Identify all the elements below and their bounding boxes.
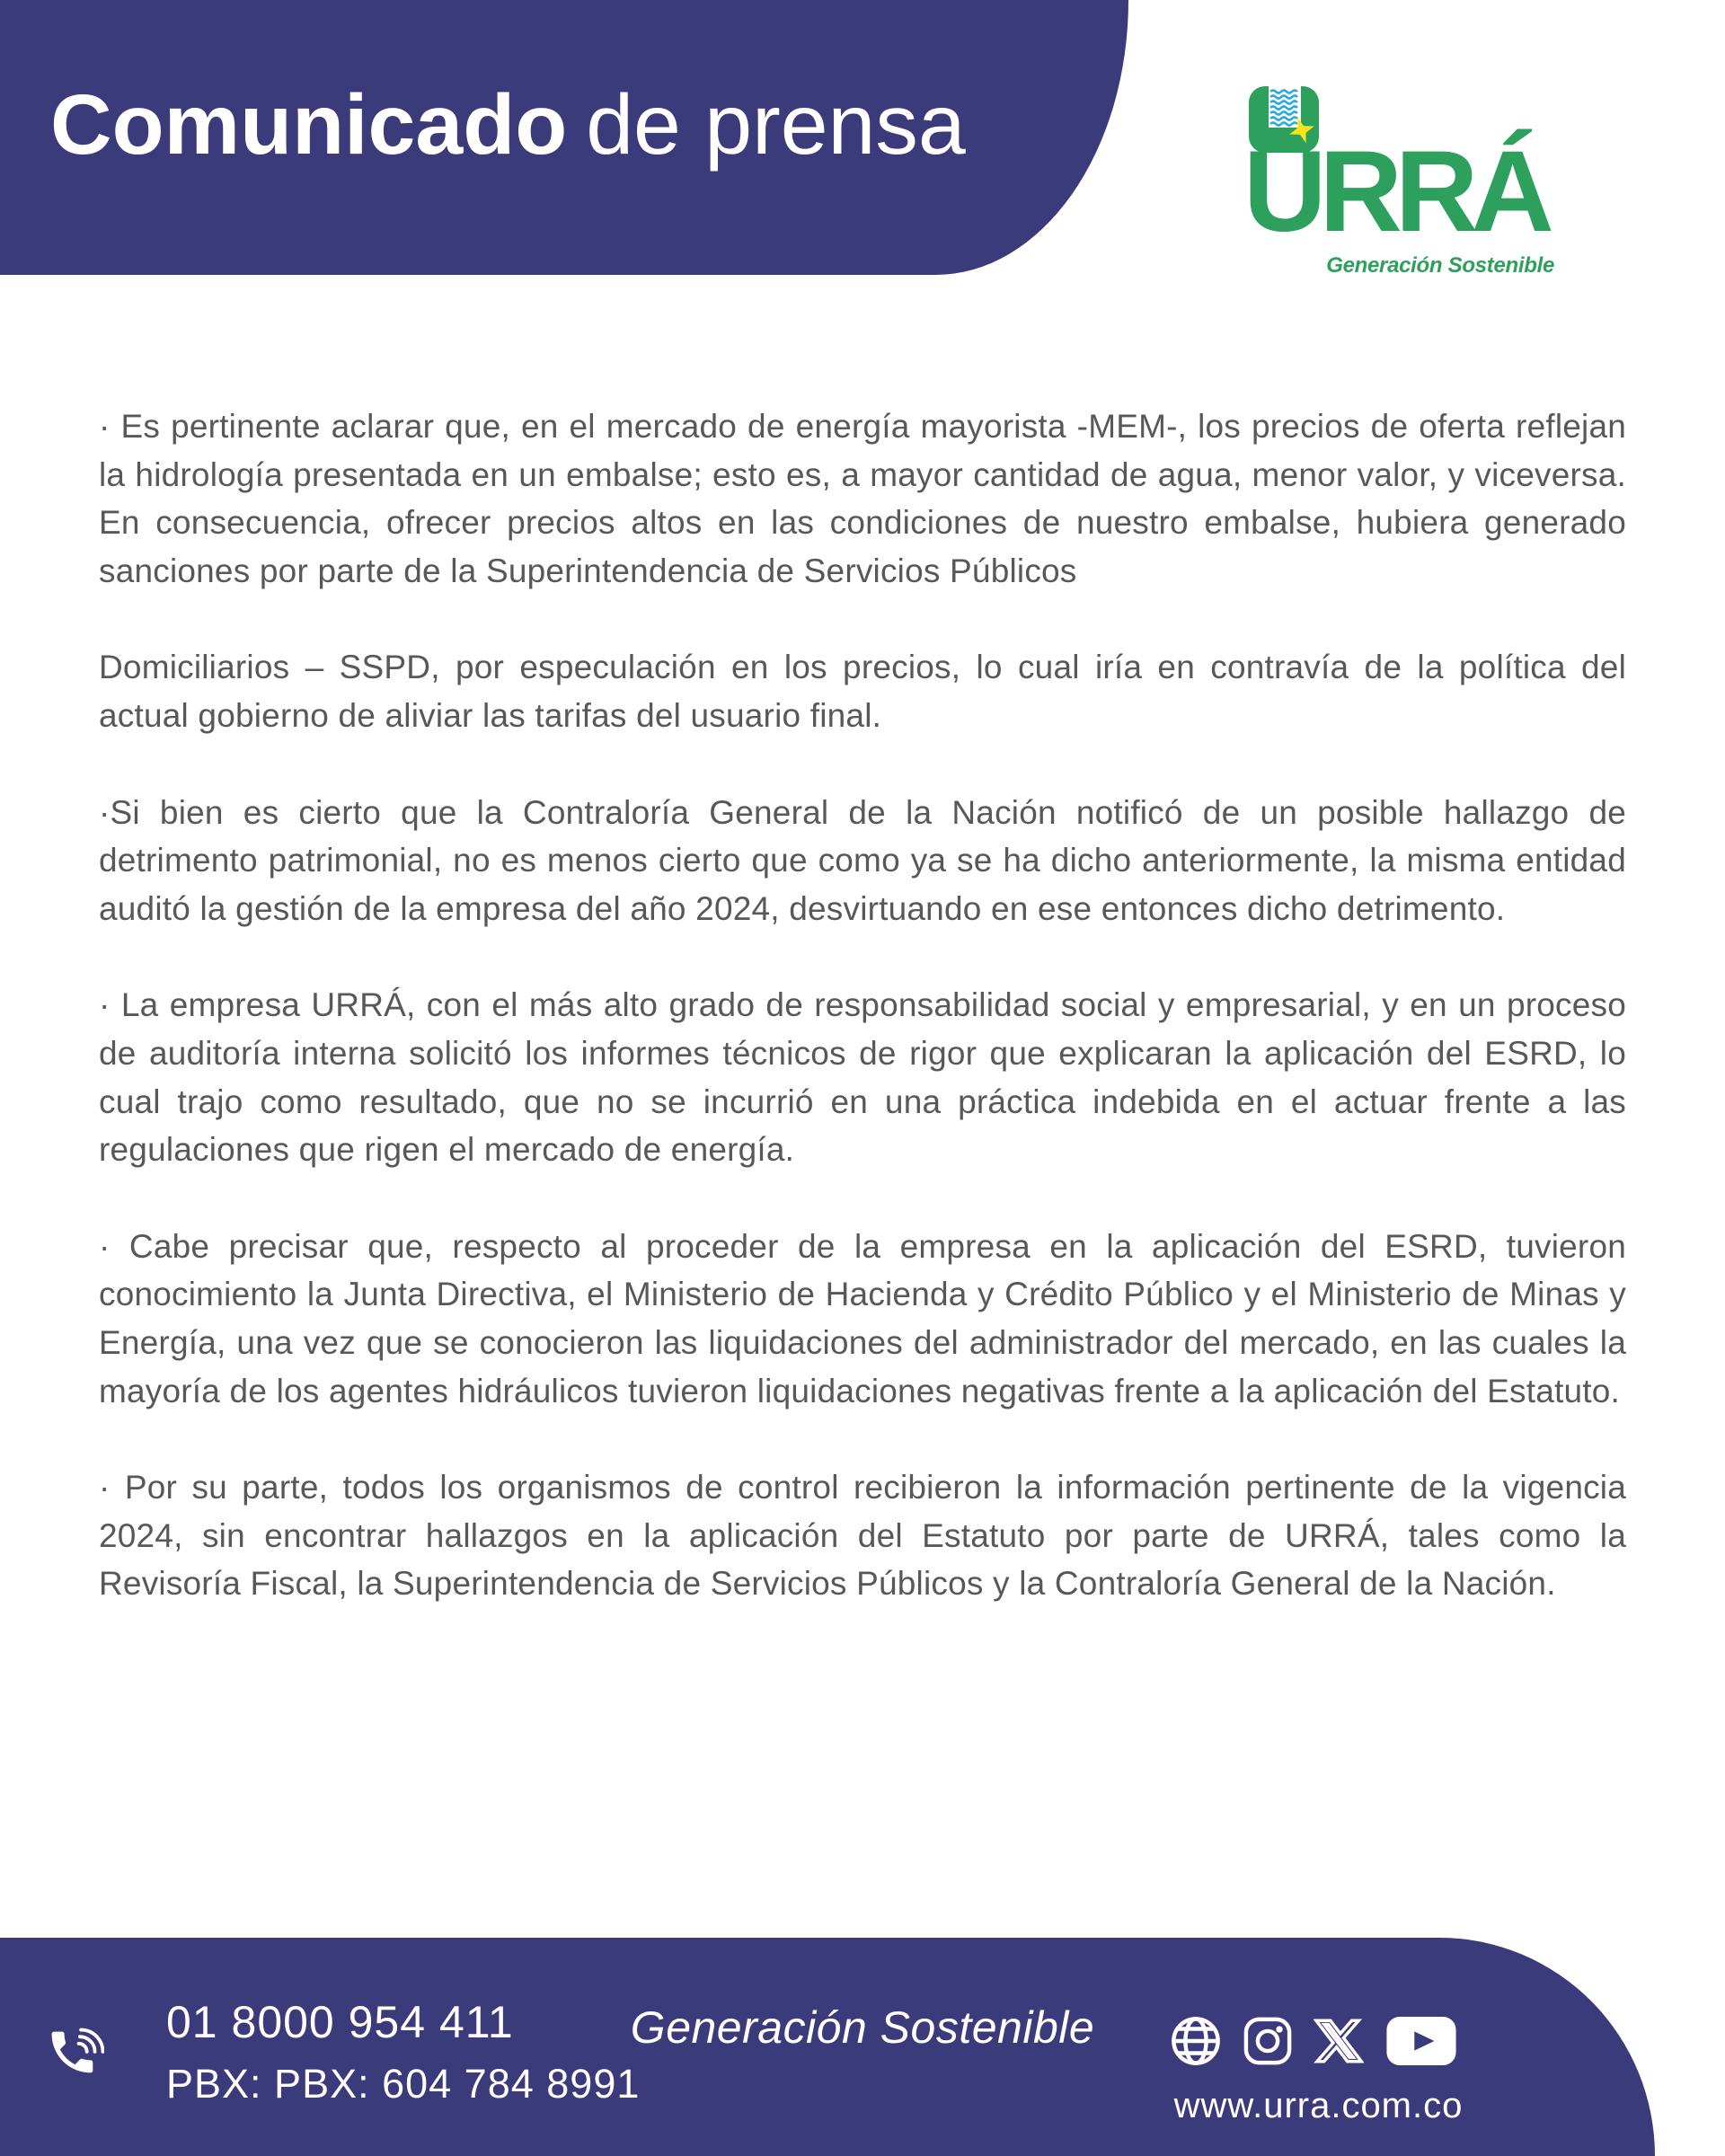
page-title-primary: Comunicado [50, 77, 568, 172]
urra-wordmark: URRÁ [1243, 128, 1547, 256]
phone-number-pbx: PBX: PBX: 604 784 8991 [166, 2061, 641, 2107]
social-icons-row [1170, 2014, 1475, 2068]
paragraph-6: · Por su parte, todos los organismos de control recibieron la información pertinente de la vigencia 2024, sin encontrar hallazgos en la aplicación del Estatuto por parte de URRÁ, tales como la Revisoría Fiscal, la Superintendencia de Servicios Públicos y la Contraloría General de la Nación. [99, 1469, 1626, 1603]
paragraph-4: · La empresa URRÁ, con el más alto grado de responsabilidad social y empresarial, y en un proceso de auditoría interna solicitó los informes técnicos de rigor que explicaran la aplicación del ESRD, lo cual trajo como resultado, que no se incurrió en una práctica indebida en el actuar frente a las regulaciones que rigen el mercado de energía. [99, 986, 1626, 1169]
paragraph-2: Domiciliarios – SSPD, por especulación en los precios, lo cual iría en contravía de la política del actual gobierno de aliviar las tarifas del usuario final. [99, 649, 1626, 734]
footer-slogan: Generación Sostenible [630, 2002, 1095, 2053]
phone-number-main: 01 8000 954 411 [166, 1997, 514, 2047]
phone-icon [45, 2010, 104, 2099]
page-title-secondary: de prensa [586, 77, 966, 172]
press-release-body [99, 402, 1626, 1657]
instagram-icon[interactable] [1243, 2017, 1292, 2065]
x-twitter-icon[interactable] [1314, 2016, 1364, 2066]
paragraph-1: · Es pertinente aclarar que, en el mercado de energía mayorista -MEM-, los precios de oferta reflejan la hidrología presentada en un embalse; esto es, a mayor cantidad de agua, menor valor, y viceversa. En consecuencia, ofrecer precios altos en las condiciones de nuestro embalse, hubiera generado sanciones por parte de la Superintendencia de Servicios Públicos [99, 408, 1626, 589]
page-title [50, 77, 1084, 172]
youtube-icon[interactable] [1385, 2017, 1457, 2065]
paragraph-3: ·Si bien es cierto que la Contraloría General de la Nación notificó de un posible hallazgo de detrimento patrimonial, no es menos cierto que como ya se ha dicho anteriormente, la misma entidad auditó la gestión de la empresa del año 2024, desvirtuando en ese entonces dicho detrimento. [99, 793, 1626, 927]
website-link[interactable]: www.urra.com.co [1173, 2086, 1464, 2125]
logo-tagline: Generación Sostenible [1326, 253, 1554, 278]
paragraph-5: · Cabe precisar que, respecto al proceder de la empresa en la aplicación del ESRD, tuvieron conocimiento la Junta Directiva, el Ministerio de Hacienda y Crédito Público y el Ministerio de Minas y Energía, una vez que se conocieron las liquidaciones del administrador del mercado, en las cuales la mayoría de los agentes hidráulicos tuvieron liquidaciones negativas frente a la aplicación del Estatuto. [99, 1227, 1626, 1409]
globe-icon[interactable] [1170, 2015, 1222, 2067]
